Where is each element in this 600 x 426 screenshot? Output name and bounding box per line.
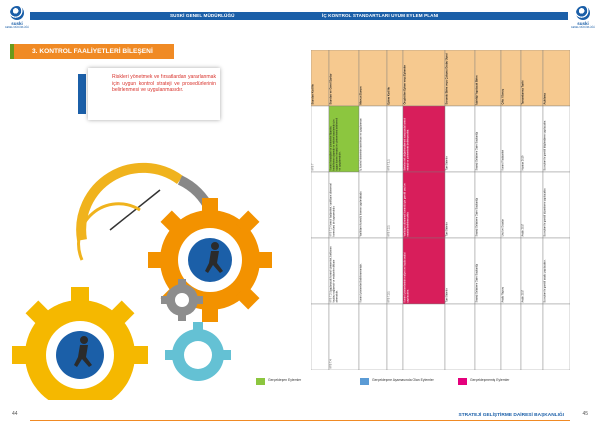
footer-office: STRATEJİ GELİŞTİRME DAİRESİ BAŞKANLIĞI bbox=[458, 413, 564, 418]
table-cell-text: Kontrol stratejileri ve yöntemleri İdareler, bbox=[329, 125, 333, 171]
table-cell-text: Aralık 2017 bbox=[521, 223, 525, 237]
table-cell-text: KFS 7 bbox=[311, 163, 315, 171]
table-cell bbox=[359, 238, 387, 304]
legend-item-progress bbox=[372, 378, 442, 382]
section-title-bar bbox=[10, 44, 174, 59]
definition-text: Riskleri yönetmek ve fırsatlardan yararlanmak için uygun kontrol strateji ve prosedürlerinin belirlenmesi ve uygulanmasıdır. bbox=[112, 74, 216, 94]
legend-item-undone bbox=[470, 378, 540, 382]
table-cell bbox=[445, 106, 475, 172]
table-cell-text: uygun kontrol strateji ve yöntemlerini belirlemeli bbox=[335, 117, 339, 171]
table-cell-text: KFS 7.3 Uygulanacak kontrol yöntemleri, beklenen bbox=[329, 246, 333, 303]
table-cell bbox=[359, 304, 387, 370]
table-cell-text: Tüm Birimler bbox=[445, 156, 449, 171]
table-cell-text: alınmalıdır. bbox=[335, 290, 339, 303]
table-cell-text: esaslar belirlenecektir. bbox=[406, 211, 410, 237]
table-header-cell bbox=[329, 50, 359, 106]
table-cell-text: Usul ve Esaslar bbox=[501, 219, 505, 237]
table-cell-text: Varlıkların kontrolü kısmen yapılmaktadır. bbox=[359, 190, 363, 237]
legend-item-done bbox=[268, 378, 328, 382]
table-cell-text: Aralık 2017 bbox=[521, 289, 525, 303]
table-cell-text: Strateji Geliştirme Daire Başkanlığı bbox=[475, 263, 479, 303]
gears-graphic bbox=[10, 150, 290, 400]
footer-line bbox=[30, 420, 570, 421]
table-header-cell bbox=[543, 50, 570, 106]
page-number-left: 44 bbox=[12, 411, 18, 417]
legend-label: Gerçekleşen Eylemler bbox=[268, 378, 302, 382]
logo-icon bbox=[10, 6, 24, 20]
table-cell bbox=[387, 304, 403, 370]
logo-icon bbox=[576, 6, 590, 20]
table-cell-text: Kontrol yöntemlerinin maliyet ve fayda analizi bbox=[403, 252, 407, 303]
table-cell-text: strateji ve yöntemlerini belirleyecektir. bbox=[406, 129, 410, 171]
gauge-arc bbox=[81, 168, 180, 240]
table-cell bbox=[521, 304, 543, 370]
table-cell-text: KFS 7.3.1 bbox=[387, 291, 391, 303]
table-cell-text: hedeflerine ulaşmak ve riskleri karşılamak için bbox=[332, 119, 336, 171]
table-cell bbox=[311, 238, 329, 304]
table-cell bbox=[445, 172, 475, 238]
table-cell-text: Analiz Raporu bbox=[501, 286, 505, 303]
table-cell-text: Bu eylem ile gerekli bilgilendirme yapılacaktır. bbox=[543, 120, 547, 171]
table-cell-text: Birimler risk değerlendirmesi sonucunda kontrol bbox=[403, 117, 407, 171]
teal-gear bbox=[165, 322, 231, 381]
table-header-label: Öngörülen Eylem veya Eylemler bbox=[403, 64, 407, 105]
table-cell bbox=[501, 304, 521, 370]
table-header-label: Mevcut Durum bbox=[359, 86, 363, 105]
table-cell-text: kontrolünü de kapsamalıdır. bbox=[332, 205, 336, 237]
table-header-label: Açıklama bbox=[543, 93, 547, 105]
table-cell-text: Kontrol Faaliyetleri bbox=[501, 149, 505, 171]
suski-logo-left bbox=[4, 6, 30, 34]
table-cell-text: KFS 7.4 bbox=[329, 359, 333, 369]
logo-name: suski bbox=[11, 21, 23, 26]
table-cell bbox=[475, 106, 501, 172]
table-cell-text: KFS 7.2.1 bbox=[387, 225, 391, 237]
table-cell bbox=[475, 304, 501, 370]
table-cell bbox=[543, 304, 570, 370]
table-cell bbox=[475, 238, 501, 304]
legend-label: Gerçekleşmemiş Eylemler bbox=[470, 378, 510, 382]
action-plan-table-graphic bbox=[311, 50, 570, 370]
legend-label: Gerçekleşme Aşamasında Olan Eylemler bbox=[372, 378, 434, 382]
table-header-label: Tamamlanma Tarihi bbox=[521, 80, 525, 105]
table-cell bbox=[311, 172, 329, 238]
table-header-label: Çıktı / Sonuç bbox=[501, 88, 505, 105]
logo-name: suski bbox=[577, 21, 589, 26]
table-cell-text: KFS 7.2 Kontrol faaliyetleri, varlıkların dönemsel bbox=[329, 183, 333, 237]
page-number-right: 45 bbox=[582, 411, 588, 417]
table-cell bbox=[475, 172, 501, 238]
header-bar bbox=[30, 12, 568, 20]
table-cell bbox=[543, 172, 570, 238]
table-cell-text: faydayı sağlamalı ve maliyetler dikkate bbox=[332, 259, 336, 303]
table-header-label: İşbirliği Yapılacak Birim bbox=[475, 75, 479, 105]
table-header-cell bbox=[359, 50, 387, 106]
table-cell-text: Varlıkların dönemsel kontrolü için gerekli usul ve bbox=[403, 183, 407, 237]
table-header-cell bbox=[445, 50, 475, 106]
table-cell bbox=[543, 238, 570, 304]
table-cell-text: Haziran 2019 bbox=[521, 155, 525, 171]
table-cell bbox=[359, 106, 387, 172]
table-cell-text: Tüm Birimler bbox=[445, 288, 449, 303]
table-cell-text: Bu eylem ile gerekli analiz yapılacaktır. bbox=[543, 259, 547, 303]
legend-swatch-pink bbox=[458, 378, 467, 385]
legend-swatch-green bbox=[256, 378, 265, 385]
action-plan-table bbox=[311, 50, 570, 370]
table-header-label: Eylem Kod No bbox=[387, 86, 391, 105]
gears-illustration bbox=[10, 150, 290, 400]
section-title: 3. KONTROL FAALİYETLERİ BİLEŞENİ bbox=[32, 48, 153, 55]
table-cell-text: Strateji Geliştirme Daire Başkanlığı bbox=[475, 131, 479, 171]
definition-box bbox=[88, 68, 220, 120]
table-header-label: Sorumlu Birim veya Çalışma Grubu Üyesi bbox=[445, 53, 449, 105]
logo-sub: GENEL MÜDÜRLÜĞÜ bbox=[4, 26, 30, 29]
table-cell-text: yapılacaktır. bbox=[406, 289, 410, 303]
table-header-cell bbox=[475, 50, 501, 106]
table-cell bbox=[445, 238, 475, 304]
legend-swatch-blue bbox=[360, 378, 369, 385]
table-cell-text: ve uygulamalıdır. bbox=[338, 151, 342, 171]
table-cell-text: KFS 7.1.1 bbox=[387, 159, 391, 171]
quote-accent-bar bbox=[78, 74, 86, 114]
table-header-cell bbox=[403, 50, 445, 106]
table-header-label: Standart Kod No bbox=[311, 84, 315, 105]
table-cell bbox=[329, 304, 359, 370]
table-cell bbox=[311, 106, 329, 172]
table-header-label: Standart ve Genel Şartlar bbox=[329, 73, 333, 105]
table-cell-text: İç kontrol sisteminin tanıtılması ve uygulanması bbox=[359, 118, 363, 171]
table-cell bbox=[403, 304, 445, 370]
logo-sub: GENEL MÜDÜRLÜĞÜ bbox=[570, 26, 596, 29]
header-right-title: İÇ KONTROL STANDARTLARI UYUM EYLEM PLANI bbox=[322, 13, 439, 18]
suski-logo-right bbox=[570, 6, 596, 34]
table-cell bbox=[543, 106, 570, 172]
table-cell bbox=[445, 304, 475, 370]
gauge-needle-line bbox=[110, 190, 160, 230]
table-cell-text: Strateji Geliştirme Daire Başkanlığı bbox=[475, 197, 479, 237]
header-left-title: SUSKİ GENEL MÜDÜRLÜĞÜ bbox=[170, 13, 235, 18]
table-cell-text: Kontrol yöntemleri belirlenmemiştir. bbox=[359, 263, 363, 303]
table-cell-text: Bu eylem ile gerekli düzenleme yapılacaktır. bbox=[543, 187, 547, 237]
table-cell bbox=[359, 172, 387, 238]
yellow-gear bbox=[12, 287, 148, 400]
table-cell-text: Tüm Birimler bbox=[445, 222, 449, 237]
table-cell bbox=[311, 304, 329, 370]
